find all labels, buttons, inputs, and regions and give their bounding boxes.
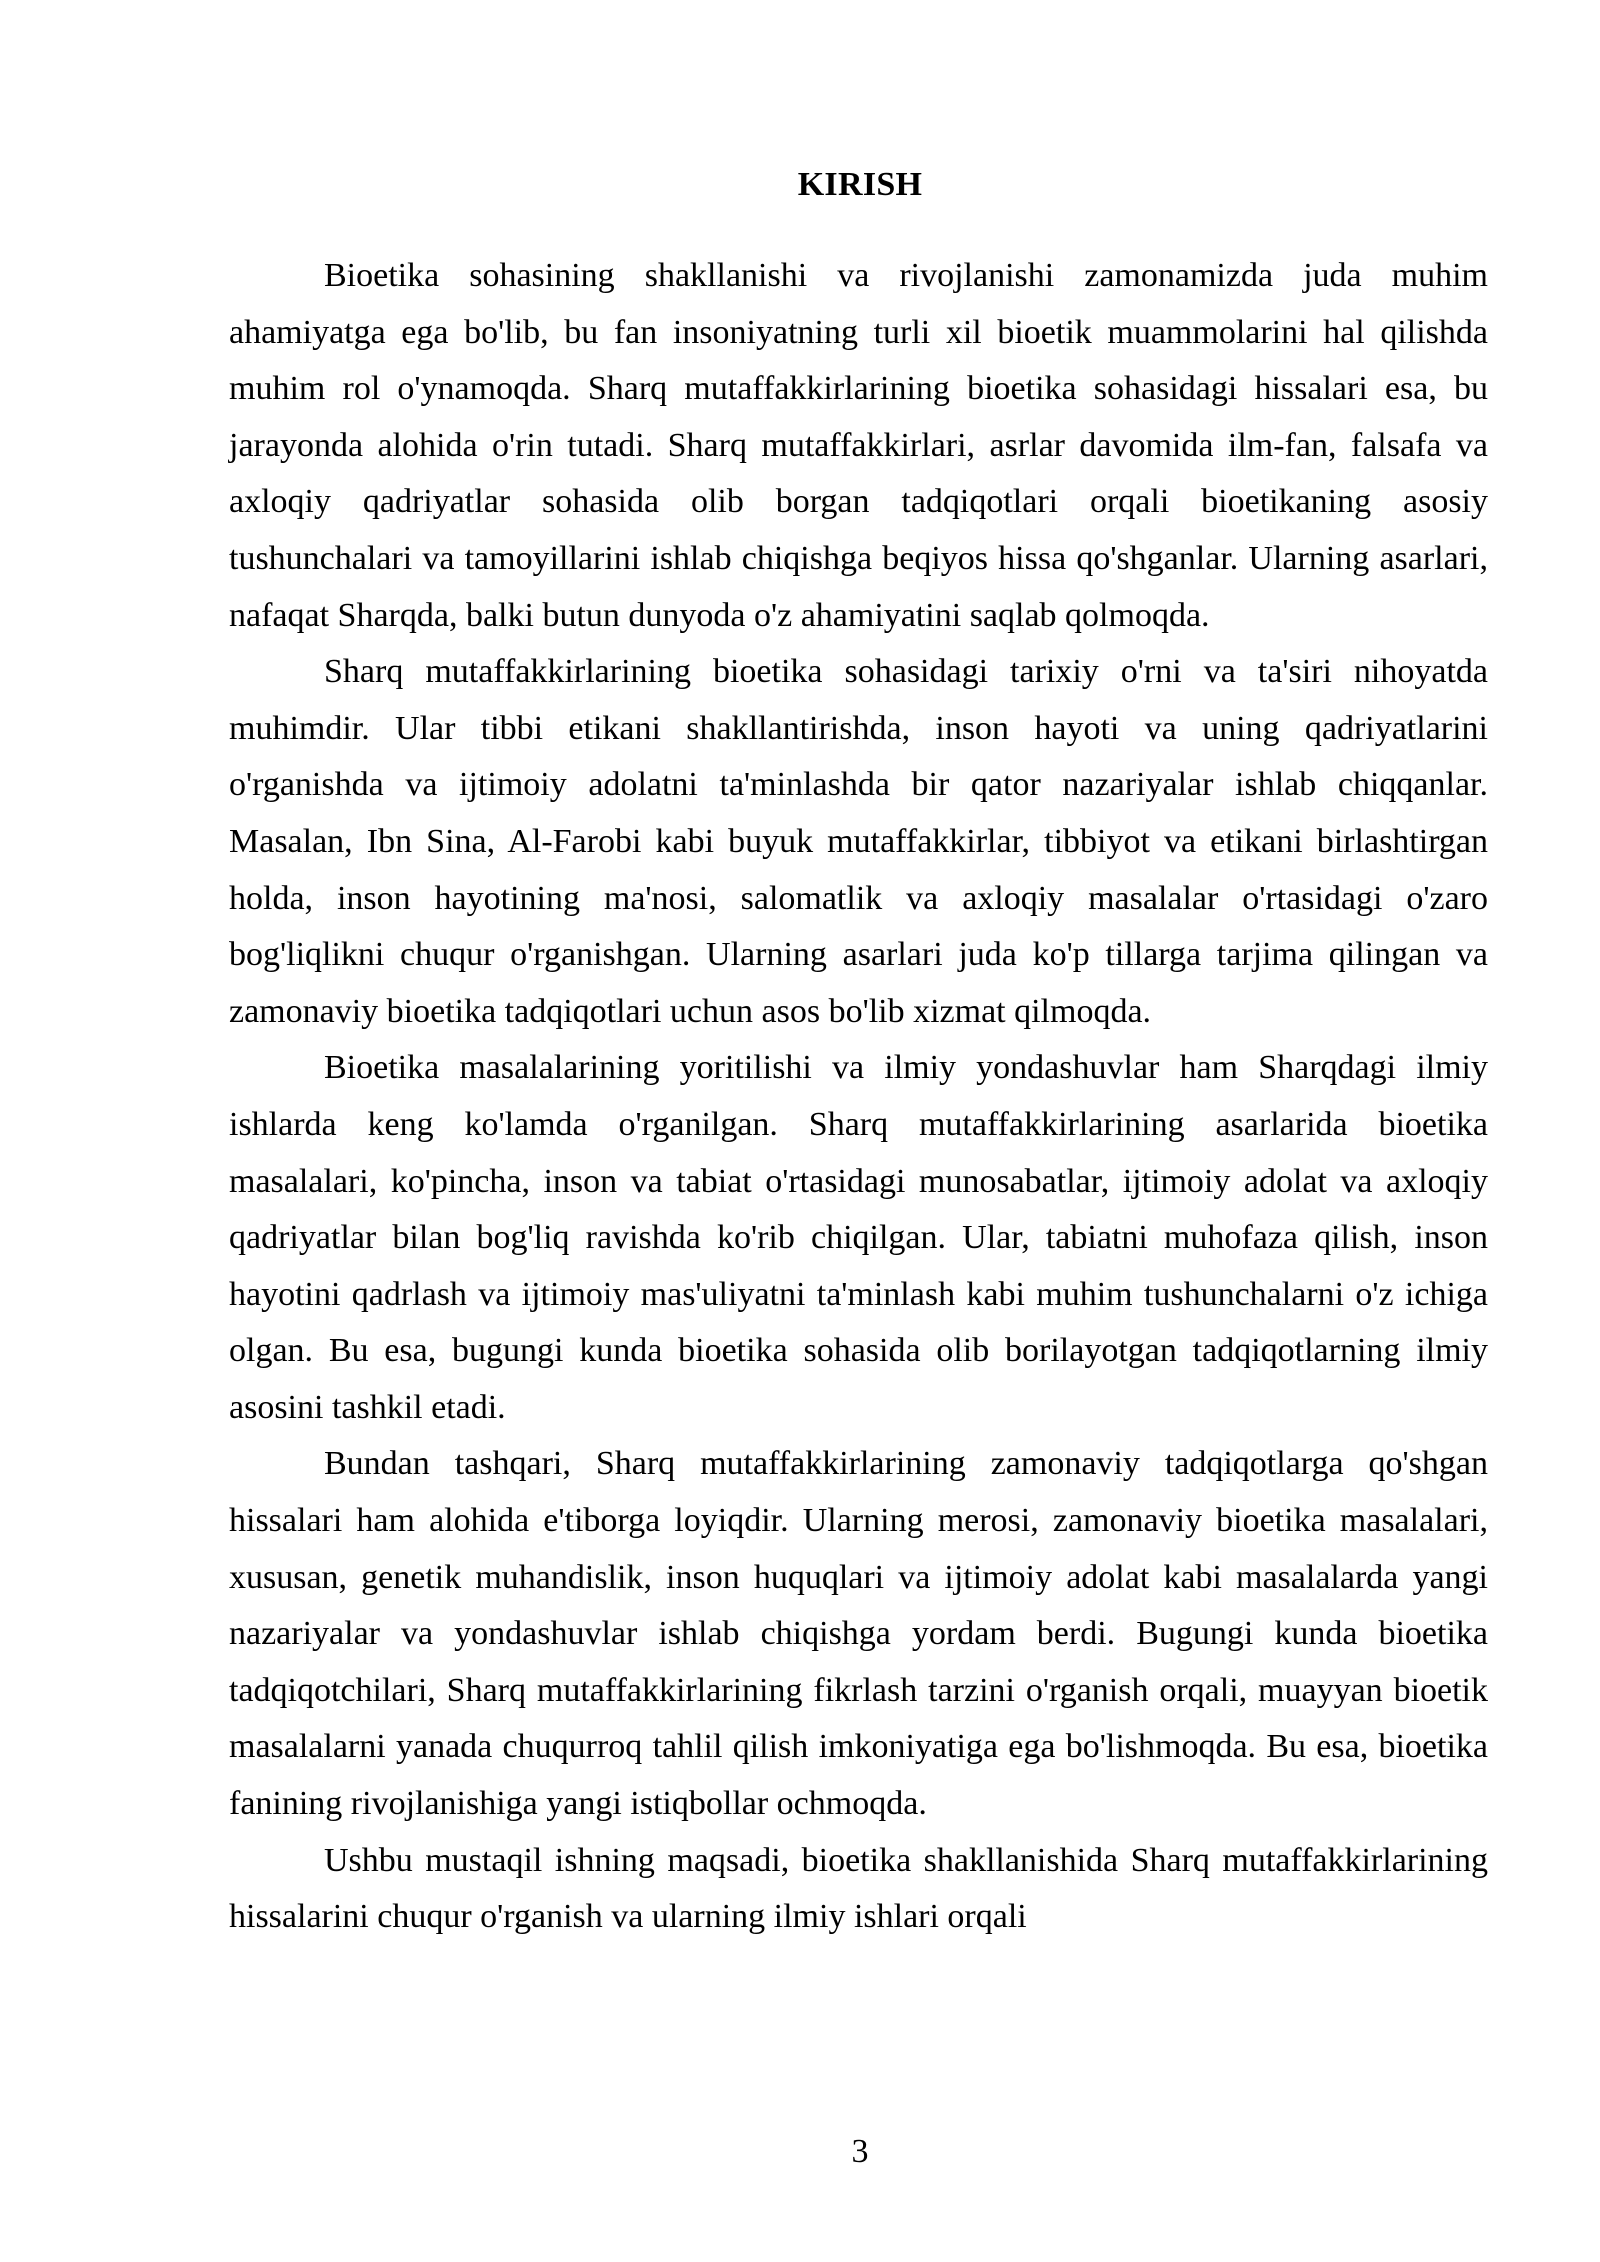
page-title: KIRISH (797, 166, 923, 203)
paragraph-2: Sharq mutaffakkirlarining bioetika sohasidagi tarixiy o'rni va ta'siri nihoyatda muhimdir. Ular tibbi etikani shakllantirishda, inson hayoti va uning qadriyatlarini o'rganishda va ijtimoiy adolatni ta'minlashda bir qator nazariyalar ishlab chiqqanlar. Masalan, Ibn Sina, Al-Farobi kabi buyuk mutaffakkirlar, tibbiyot va etikani birlashtirgan holda, inson hayotining ma'nosi, salomatlik va axloqiy masalalar o'rtasidagi o'zaro bog'liqlikni chuqur o'rganishgan. Ularning asarlari juda ko'p tillarga tarjima qilingan va zamonaviy bioetika tadqiqotlari uchun asos bo'lib xizmat qilmoqda. (229, 653, 1488, 1030)
page-number: 3 (851, 2133, 869, 2170)
paragraph-4: Bundan tashqari, Sharq mutaffakkirlarining zamonaviy tadqiqotlarga qo'shgan hissalari ham alohida e'tiborga loyiqdir. Ularning merosi, zamonaviy bioetika masalalari, xususan, genetik muhandislik, inson huquqlari va ijtimoiy adolat kabi masalalarda yangi nazariyalar va yondashuvlar ishlab chiqishga yordam berdi. Bugungi kunda bioetika tadqiqotchilari, Sharq mutaffakkirlarining fikrlash tarzini o'rganish orqali, muayyan bioetik masalalarni yanada chuqurroq tahlil qilish imkoniyatiga ega bo'lishmoqda. Bu esa, bioetika fanining rivojlanishiga yangi istiqbollar ochmoqda. (229, 1445, 1488, 1823)
paragraph-3: Bioetika masalalarining yoritilishi va ilmiy yondashuvlar ham Sharqdagi ilmiy ishlarda keng ko'lamda o'rganilgan. Sharq mutaffakkirlarining asarlarida bioetika masalalari, ko'pincha, inson va tabiat o'rtasidagi munosabatlar, ijtimoiy adolat va axloqiy qadriyatlar bilan bog'liq ravishda ko'rib chiqilgan. Ular, tabiatni muhofaza qilish, inson hayotini qadrlash va ijtimoiy mas'uliyatni ta'minlash kabi muhim tushunchalarni o'z ichiga olgan. Bu esa, bugungi kunda bioetika sohasida olib borilayotgan tadqiqotlarning ilmiy asosini tashkil etadi. (229, 1049, 1488, 1426)
paragraph-1: Bioetika sohasining shakllanishi va rivojlanishi zamonamizda juda muhim ahamiyatga ega bo'lib, bu fan insoniyatning turli xil bioetik muammolarini hal qilishda muhim rol o'ynamoqda. Sharq mutaffakkirlarining bioetika sohasidagi hissalari esa, bu jarayonda alohida o'rin tutadi. Sharq mutaffakkirlari, asrlar davomida ilm-fan, falsafa va axloqiy qadriyatlar sohasida olib borgan tadqiqotlari orqali bioetikaning asosiy tushunchalari va tamoyillarini ishlab chiqishga beqiyos hissa qo'shganlar. Ularning asarlari, nafaqat Sharqda, balki butun dunyoda o'z ahamiyatini saqlab qolmoqda. (229, 257, 1488, 634)
paragraph-5: Ushbu mustaqil ishning maqsadi, bioetika shakllanishida Sharq mutaffakkirlarining hissalarini chuqur o'rganish va ularning ilmiy ishlari orqali (229, 1841, 1488, 1936)
body-text (229, 248, 1488, 1946)
